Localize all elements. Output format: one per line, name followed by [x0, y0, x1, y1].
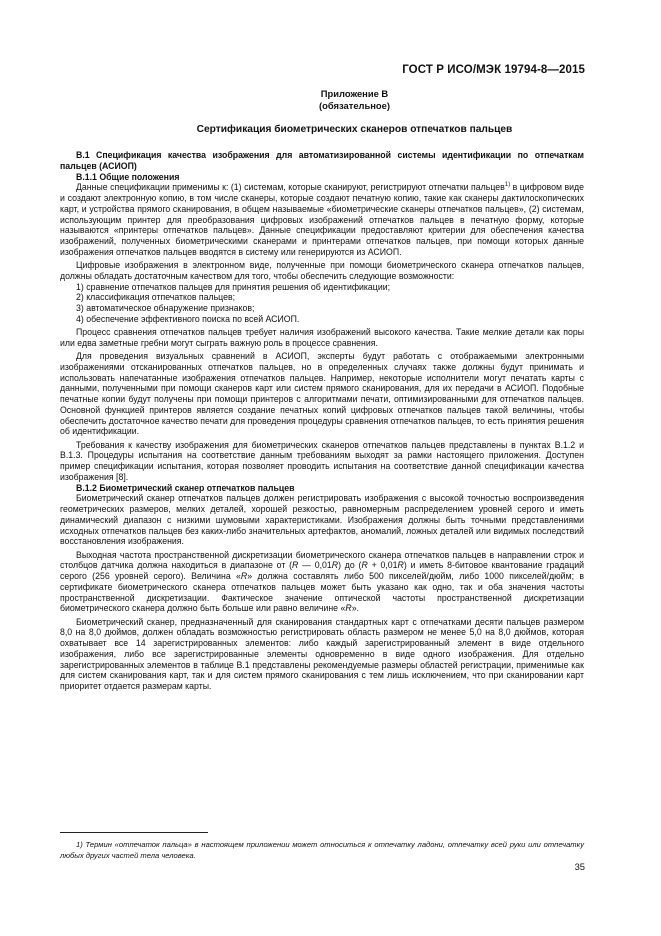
footnote-divider: [60, 832, 208, 833]
footnote-ref-1: 1): [504, 182, 511, 189]
annex-body: [60, 150, 584, 692]
variable-r: R: [292, 560, 299, 571]
text-run: » должна составлять либо 500 пикселей/дюйм, либо 1000 пикселей/дюйм; в сертификате биометрического сканера отпечатков пальцев может быть указано как одно, так и оба значения частоты пространственной дискретизации. Фактическое значение оптической частоты пространственной дискретизации биометрического сканера должно быть больше или равно величине «: [60, 571, 584, 614]
paragraph-sampling-rate: [60, 550, 584, 615]
footnote: 1) Термин «отпечаток пальца» в настоящем приложении может относиться к отпечатку ладони, отпечатку всей руки или отпечатку любых других частей тела человека.: [60, 840, 584, 860]
text-run: ».: [351, 603, 359, 614]
paragraph-scope-part-b: в цифровом виде и создают электронную копию, в том числе сканеры, которые создают печатную копию, такие как сканеры дактилоскопических карт, и устройства прямого сканирования, в общем называемые «биометрические сканеры отпечатков пальцев», (2) системам, использующим принтер для преобразования цифровых изображений отпечатков пальцев в печатную форму, которые называются «принтеры отпечатков пальцев». Данные спецификации предоставляют критерии для обеспечения качества изображений, полученных биометрическими сканерами и принтерами отпечатков пальцев, при помощи которых данные изображения отпечатков пальцев вводятся в систему или генерируются из АСИОП.: [60, 182, 584, 257]
text-run: — 0,01: [298, 560, 332, 571]
paragraph-comparison: Процесс сравнения отпечатков пальцев требует наличия изображений высокого качества. Такие мелкие детали как поры или едва заметные гребни могут сыграть важную роль в процессе сравнения.: [60, 327, 584, 348]
paragraph-scanner-quality: Биометрический сканер отпечатков пальцев должен регистрировать изображения с высокой точностью воспроизведения геометрических размеров, мелких деталей, хорошей резкостью, равномерным распределением уровней серого и иметь динамический диапазон с низкими шумовыми характеристиками. Изображения должны быть точными представлениями исходных отпечатков пальцев без каких-либо значительных артефактов, аномалий, ложных деталей или видимых последствий восстановления изображения.: [60, 493, 584, 547]
list-item: 2) классификация отпечатков пальцев;: [76, 292, 236, 303]
text-run: ) и иметь 8-битовое квантование градаций серого (256 уровней серого). Величина «: [60, 560, 584, 581]
variable-r: R: [345, 603, 352, 614]
paragraph-digital-images: Цифровые изображения в электронном виде, полученные при помощи биометрического сканера отпечатков пальцев, должны обладать достаточным качеством для того, чтобы обеспечить следующие возможности:: [60, 260, 584, 281]
paragraph-scope: [60, 182, 584, 257]
subsection-b1-2-heading: В.1.2 Биометрический сканер отпечатков пальцев: [76, 482, 295, 493]
variable-r: R: [240, 571, 248, 581]
paragraph-requirements: Требования к качеству изображения для биометрических сканеров отпечатков пальцев представлены в пунктах В.1.2 и В.1.3. Процедуры испытания на соответствие данным требованиям выходят за рамки настоящего приложения. Доступен пример спецификации испытания, которая позволяет проводить испытания на соответствие данной спецификации качества изображения [8].: [60, 439, 584, 482]
standard-code-header: ГОСТ Р ИСО/МЭК 19794-8—2015: [402, 64, 585, 76]
paragraph-scope-part-a: Данные спецификации применимы к: (1) системам, которые сканируют, регистрируют отпечатки пальцев: [76, 182, 505, 193]
annex-title: Сертификация биометрических сканеров отпечатков пальцев: [196, 124, 513, 135]
page-number: 35: [574, 861, 585, 872]
variable-r: R: [331, 560, 339, 571]
list-item: 1) сравнение отпечатков пальцев для принятия решения об идентификации;: [76, 281, 391, 292]
annex-label: Приложение В: [320, 88, 389, 99]
text-run: + 0,01: [367, 560, 398, 571]
text-run: ) до (: [338, 560, 362, 571]
section-b1-heading: В.1 Спецификация качества изображения для автоматизированной системы идентификации по отпечаткам пальцев (АСИОП): [60, 150, 584, 171]
subsection-b1-1-heading: В.1.1 Общие положения: [76, 171, 180, 182]
paragraph-capture-area: Биометрический сканер, предназначенный для сканирования стандартных карт с отпечатками десяти пальцев размером 8,0 на 8,0 дюймов, должен обладать возможностью регистрировать область размером не менее 5,0 на 8,0 дюймов, которая охватывает все 14 зарегистрированных элементов: либо каждый зарегистрированный элемент в виде отдельного изображения, либо все зарегистрированные элементы одновременно в виде одного изображения. Для отдельно зарегистрированных элементов в таблице В.1 представлены рекомендуемые размеры областей регистрации, применимые как для систем сканирования карт, так и для систем прямого сканирования с тем лишь исключением, что при сканировании карт приоритет отдается размерам карты.: [60, 616, 584, 691]
paragraph-visual-comparison: Для проведения визуальных сравнений в АСИОП, эксперты будут работать с отображаемыми электронными изображениями отсканированных отпечатков пальцев, но в определенных случаях также должны будут принимать и использовать напечатанные изображения отпечатков пальцев. Например, некоторые исполнители могут печатать карты с данными, полученными при помощи сканеров карт или систем прямого сканирования, для их передачи в АСИОП. Подобные печатные копии будут получены при помощи принтеров с алгоритмами печати, оптимизированными для отпечатков пальцев. Основной функцией принтеров является создание печатных копий цифровых отпечатков пальцев такой величины, чтобы обеспечить достаточное качество печати для проведения процедуры сравнения отпечатков пальцев, то есть принятия решения об идентификации.: [60, 351, 584, 437]
variable-r: R: [397, 560, 404, 571]
text-run: Выходная частота пространственной дискретизации биометрического сканера отпечатков пальцев в направлении строк и столбцов датчика должна находиться в диапазоне от (: [60, 549, 584, 571]
list-item: 3) автоматическое обнаружение признаков;: [76, 303, 255, 313]
list-item: 4) обеспечение эффективного поиска по всей АСИОП.: [76, 313, 300, 324]
variable-r: R: [361, 560, 368, 571]
annex-status: (обязательное): [319, 100, 390, 111]
